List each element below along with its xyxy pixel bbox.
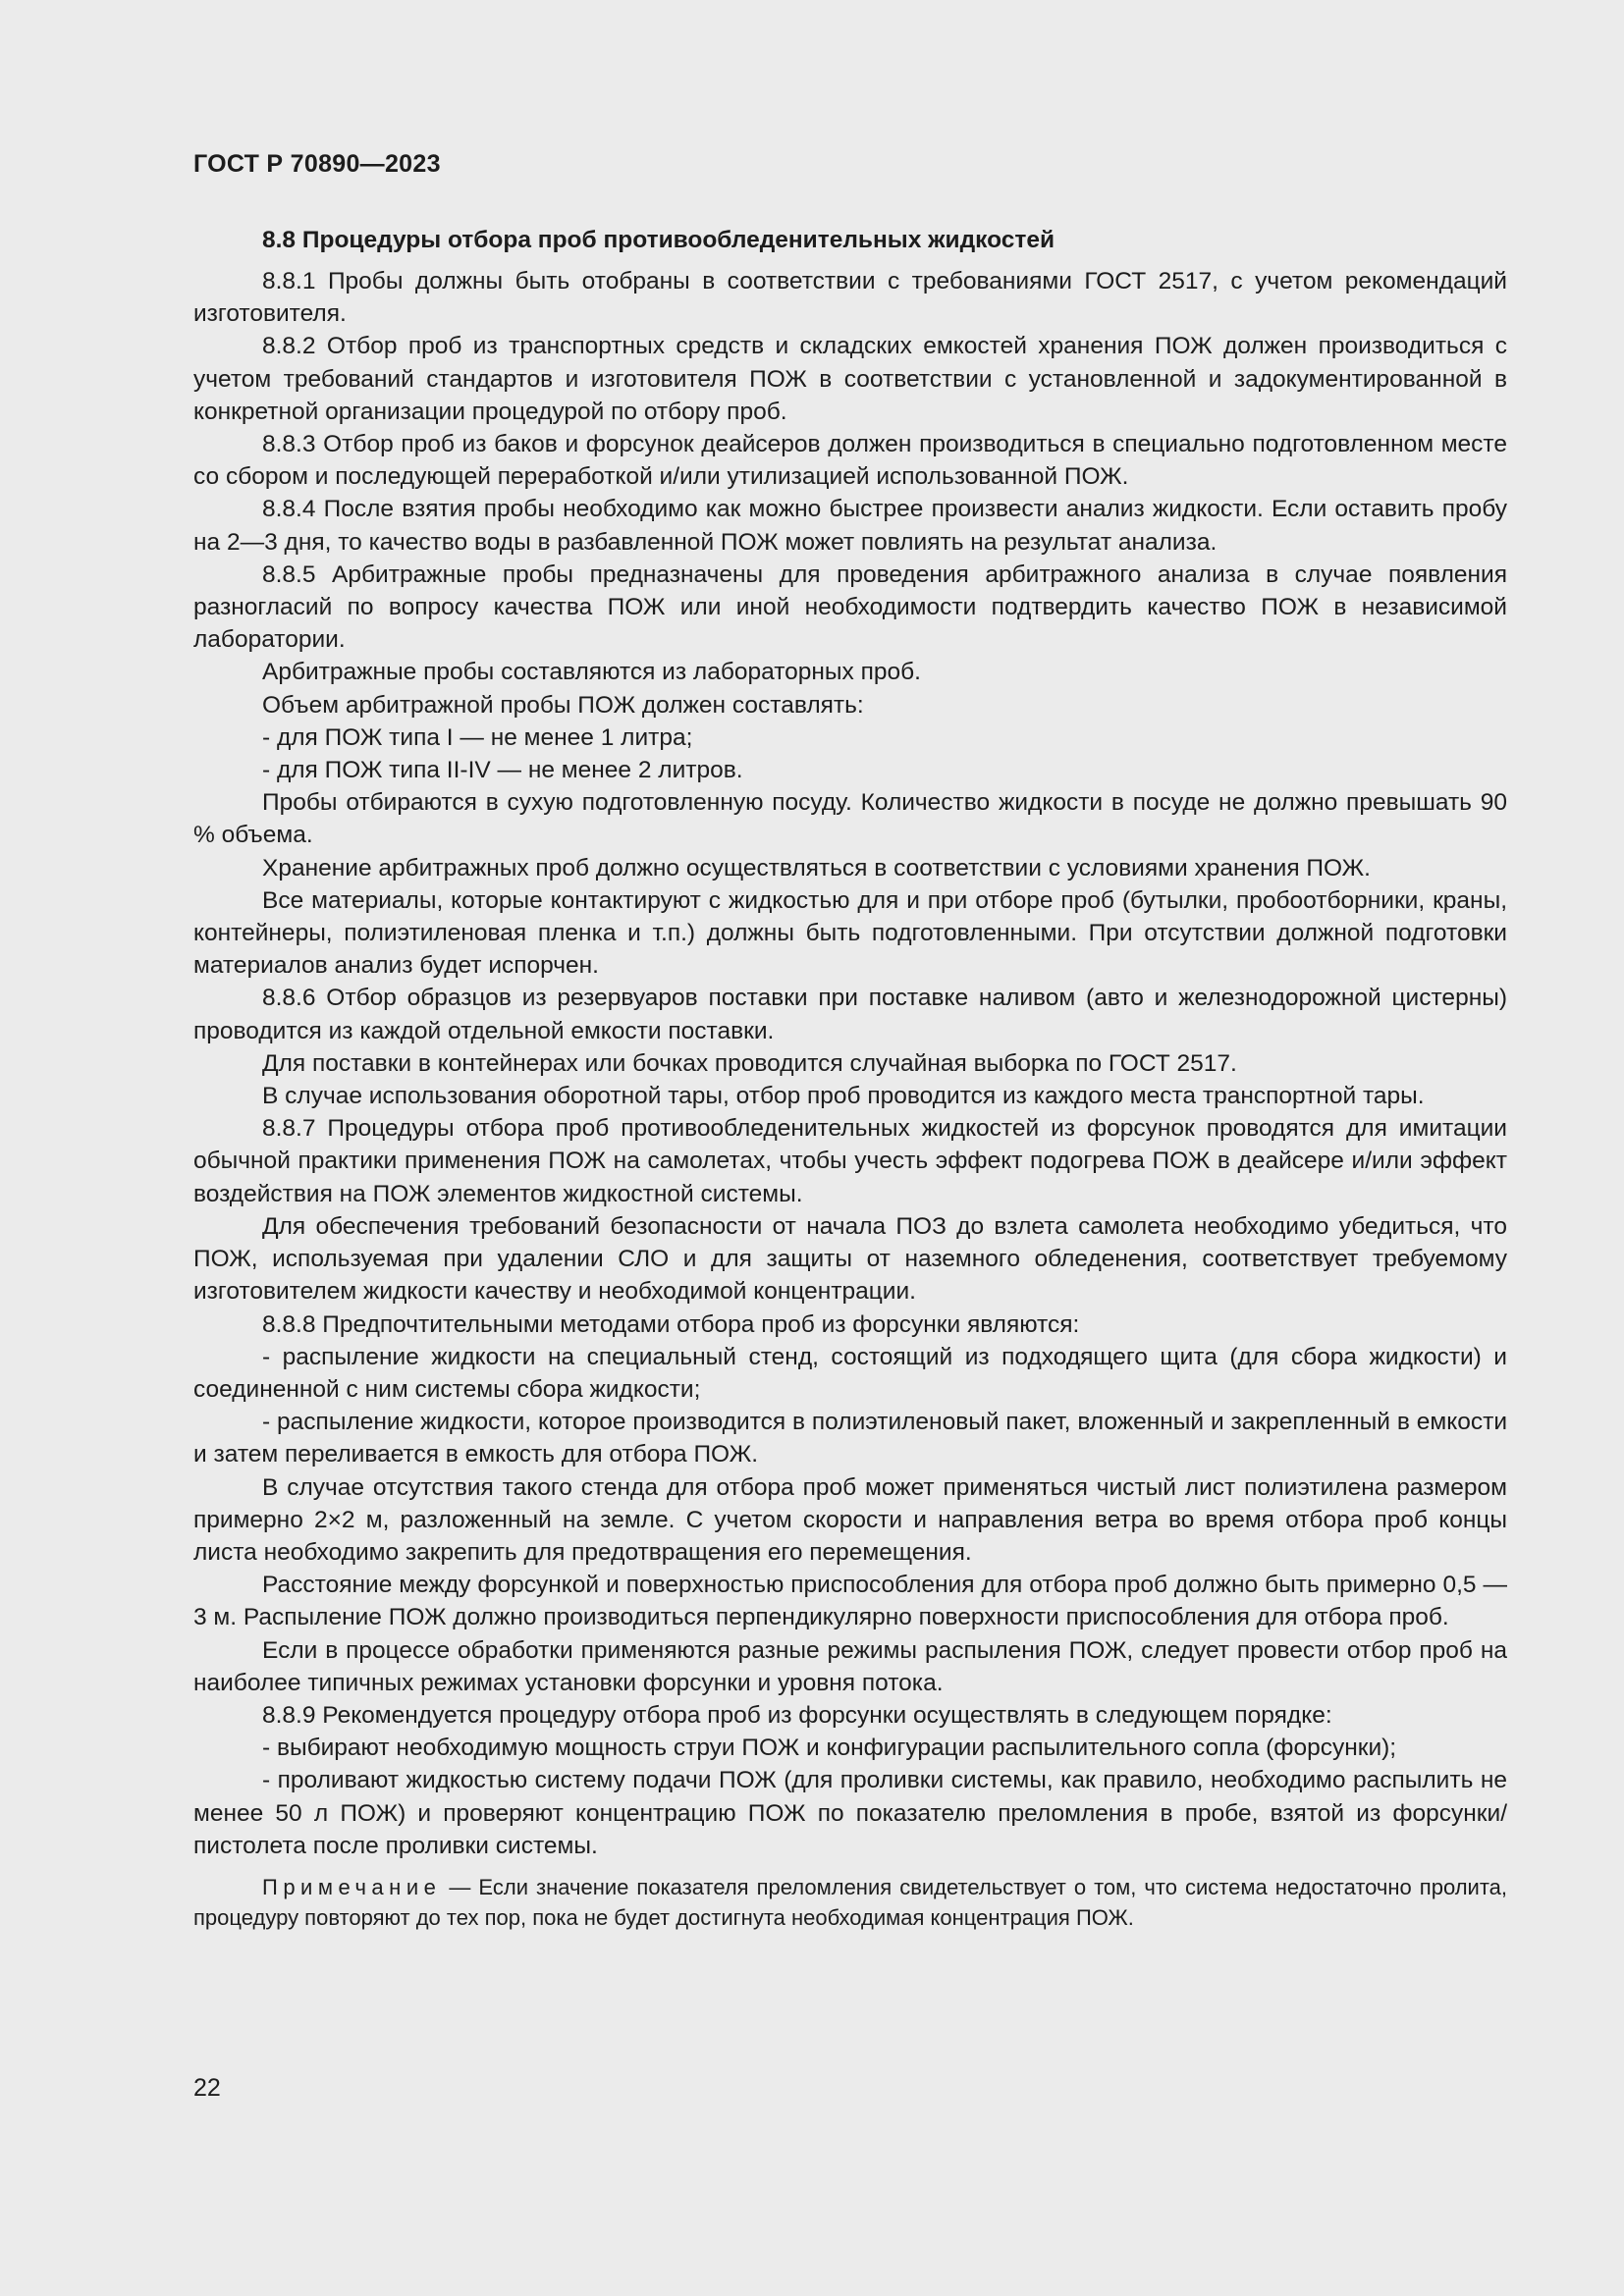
body-paragraph: 8.8.8 Предпочтительными методами отбора проб из форсунки являются: [262, 1310, 1080, 1338]
body-paragraph: Все материалы, которые контактируют с жидкостью для и при отборе проб (бутылки, пробоотборники, краны, контейнеры, полиэтиленовая пленка и т.п.) должны быть подготовленными. При отсутствии должной подготовки материалов анализ будет испорчен. [193, 886, 1507, 980]
body-paragraph: В случае использования оборотной тары, отбор проб проводится из каждого места транспортной тары. [262, 1083, 1425, 1110]
body-paragraph: - для ПОЖ типа I — не менее 1 литра; [262, 723, 693, 751]
body-paragraph: 8.8.6 Отбор образцов из резервуаров поставки при поставке наливом (авто и железнодорожной цистерны) проводится из каждой отдельной емкости поставки. [193, 985, 1507, 1044]
body-paragraph: Для поставки в контейнерах или бочках проводится случайная выборка по ГОСТ 2517. [262, 1049, 1237, 1077]
note-text: — Если значение показателя преломления свидетельствует о том, что система недостаточно пролита, процедуру повторяют до тех пор, пока не будет достигнута необходимая концентрация ПОЖ. [193, 1874, 1507, 1930]
body-paragraph: Пробы отбираются в сухую подготовленную посуду. Количество жидкости в посуде не должно превышать 90 % объема. [193, 789, 1507, 849]
body-paragraph: Арбитражные пробы составляются из лабораторных проб. [262, 659, 921, 686]
note-paragraph [193, 1872, 1507, 1933]
body-paragraph: - для ПОЖ типа II-IV — не менее 2 литров. [262, 757, 743, 784]
body-paragraph: Для обеспечения требований безопасности от начала ПОЗ до взлета самолета необходимо убедиться, что ПОЖ, используемая при удалении СЛО и для защиты от наземного обледенения, соответствует требуемому изготовителем жидкости качеству и необходимой концентрации. [193, 1212, 1507, 1306]
page-number: 22 [193, 2074, 221, 2102]
body-paragraph: 8.8.4 После взятия пробы необходимо как можно быстрее произвести анализ жидкости. Если оставить пробу на 2—3 дня, то качество воды в разбавленной ПОЖ может повлиять на результат анализа. [193, 496, 1507, 556]
body-paragraph: Хранение арбитражных проб должно осуществляться в соответствии с условиями хранения ПОЖ. [262, 854, 1371, 881]
note-label: Примечание [262, 1874, 442, 1899]
body-paragraph: - выбирают необходимую мощность струи ПОЖ и конфигурации распылительного сопла (форсунки); [262, 1735, 1397, 1762]
body-paragraph: 8.8.3 Отбор проб из баков и форсунок деайсеров должен производиться в специально подготовленном месте со сбором и последующей переработкой и/или утилизацией использованной ПОЖ. [193, 431, 1507, 491]
body-paragraph: - проливают жидкостью систему подачи ПОЖ (для проливки системы, как правило, необходимо распылить не менее 50 л ПОЖ) и проверяют концентрацию ПОЖ по показателю преломления в пробе, взятой из форсунки/пистолета после проливки системы. [193, 1767, 1507, 1859]
paragraph-list [193, 265, 1507, 1862]
body-paragraph: Объем арбитражной пробы ПОЖ должен составлять: [262, 691, 864, 719]
body-paragraph: - распыление жидкости, которое производится в полиэтиленовый пакет, вложенный и закрепленный в емкости и затем переливается в емкость для отбора ПОЖ. [193, 1409, 1507, 1468]
body-paragraph: В случае отсутствия такого стенда для отбора проб может применяться чистый лист полиэтилена размером примерно 2×2 м, разложенный на земле. С учетом скорости и направления ветра во время отбора проб концы листа необходимо закрепить для предотвращения его перемещения. [193, 1473, 1507, 1566]
body-paragraph: - распыление жидкости на специальный стенд, состоящий из подходящего щита (для сбора жидкости) и соединенной с ним системы сбора жидкости; [193, 1343, 1507, 1403]
body-paragraph: 8.8.5 Арбитражные пробы предназначены для проведения арбитражного анализа в случае появления разногласий по вопросу качества ПОЖ или иной необходимости подтвердить качество ПОЖ в независимой лаборатории. [193, 561, 1507, 654]
document-body [193, 224, 1507, 1933]
body-paragraph: 8.8.9 Рекомендуется процедуру отбора проб из форсунки осуществлять в следующем порядке: [262, 1701, 1332, 1729]
body-paragraph: Если в процессе обработки применяются разные режимы распыления ПОЖ, следует провести отбор проб на наиболее типичных режимах установки форсунки и уровня потока. [193, 1636, 1507, 1696]
body-paragraph: Расстояние между форсункой и поверхностью приспособления для отбора проб должно быть примерно 0,5 — 3 м. Распыление ПОЖ должно производиться перпендикулярно поверхности приспособления для отбора проб. [193, 1572, 1507, 1631]
body-paragraph: 8.8.1 Пробы должны быть отобраны в соответствии с требованиями ГОСТ 2517, с учетом рекомендаций изготовителя. [193, 268, 1507, 328]
standard-number-header: ГОСТ Р 70890—2023 [193, 150, 441, 178]
body-paragraph: 8.8.2 Отбор проб из транспортных средств и складских емкостей хранения ПОЖ должен производиться с учетом требований стандартов и изготовителя ПОЖ в соответствии с установленной и задокументированной в конкретной организации процедурой по отбору проб. [193, 333, 1507, 425]
section-heading: 8.8 Процедуры отбора проб противообледенительных жидкостей [262, 227, 1056, 253]
body-paragraph: 8.8.7 Процедуры отбора проб противообледенительных жидкостей из форсунок проводятся для имитации обычной практики применения ПОЖ на самолетах, чтобы учесть эффект подогрева ПОЖ в деайсере и/или эффект воздействия на ПОЖ элементов жидкостной системы. [193, 1115, 1507, 1207]
